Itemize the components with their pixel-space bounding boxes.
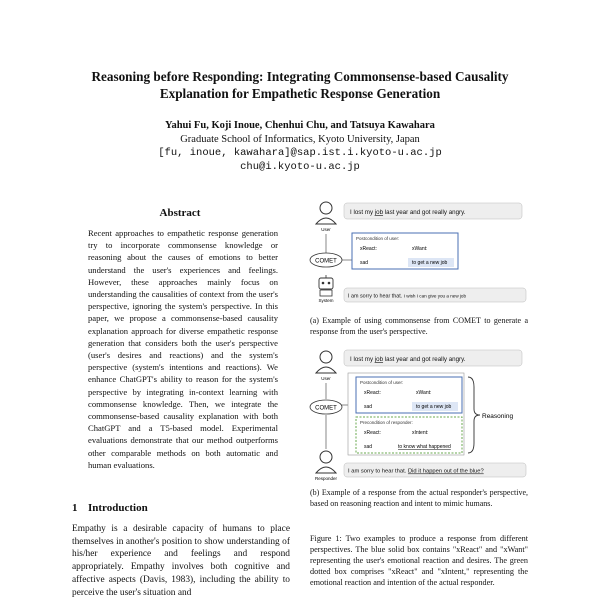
xreact-value: sad xyxy=(360,260,369,266)
user-label: User xyxy=(321,376,331,381)
author-list: Yahui Fu, Koji Inoue, Chenhui Chu, and Tatsuya Kawahara xyxy=(165,120,435,131)
xreact-label: xReact: xyxy=(364,390,381,396)
xwant-label: xWant: xyxy=(416,390,432,396)
xreact-label: xReact: xyxy=(360,246,377,252)
email-line-2: chu@i.kyoto-u.ac.jp xyxy=(240,161,360,173)
section-heading-introduction xyxy=(72,502,148,514)
figure-a-caption: (a) Example of using commonsense from COMET to generate a response from the user's perspective. xyxy=(310,316,528,336)
system-utterance: I am sorry to hear that. I wish I can give you a new job xyxy=(348,293,467,300)
figure-a xyxy=(308,198,533,313)
green-box-title: Precondition of responder: xyxy=(360,420,413,425)
figure-b xyxy=(308,347,533,485)
title-line-2: Explanation for Empathetic Response Generation xyxy=(159,86,441,101)
user-utterance: I lost my job last year and got really angry. xyxy=(350,356,466,363)
xwant-label: xWant: xyxy=(412,246,428,252)
robot-icon xyxy=(319,275,333,296)
system-label: System xyxy=(318,298,334,303)
user-icon xyxy=(316,351,336,373)
box-title: Postcondition of user: xyxy=(360,380,404,385)
reasoning-label: Reasoning xyxy=(482,413,514,420)
section-number: 1 xyxy=(72,502,78,514)
figure-b-caption: (b) Example of a response from the actual responder's perspective, based on reasoning reaction and intent to mimic humans. xyxy=(310,488,528,508)
xreact-label: xReact: xyxy=(364,430,381,436)
introduction-text: Empathy is a desirable capacity of humans to place themselves in another's position to show understanding of his/her experience and feelings and respond appropriately. Empathy involves both cognitive and affective aspects (Davis, 1983), including the ability to perceive the user's situation and xyxy=(72,524,290,598)
xintent-value: to know what happened xyxy=(398,444,451,450)
comet-label: COMET xyxy=(315,405,337,412)
paper-title xyxy=(40,68,560,102)
user-icon xyxy=(316,202,336,224)
xintent-label: xIntent: xyxy=(412,430,429,436)
xwant-value: to get a new job xyxy=(416,404,452,410)
figure-1-caption: Figure 1: Two examples to produce a response from different perspectives. The blue solid box contains "xReact" and "xWant" representing the user's emotional reaction and desires. The green dotted box comprises "xReact" and "xIntent," representing the emotional reaction and intention of the actual responder. xyxy=(310,534,528,587)
reasoning-brace xyxy=(468,377,480,453)
comet-label: COMET xyxy=(315,258,337,265)
abstract-text: Recent approaches to empathetic response generation try to incorporate commonsense knowledge or reasoning about the causes of emotions to better understand the user's experiences and feelings. However, these approaches mainly focus on understanding the causalities of context from the user's perspective, ignoring the system's perspective. In this paper, we propose a commonsense-based causality explanation approach for diverse empathetic response generation that considers both the user's perspective (user's desires and reactions) and the system's perspective (system's intentions and reactions). We enhance ChatGPT's ability to reason for the system's perspective by integrating in-context learning with commonsense knowledge. Then, we integrate the commonsense-based causality explanation with both ChatGPT and a T5-based model. Experimental evaluations demonstrate that our method outperforms other comparable methods on both automatic and human evaluations. xyxy=(88,228,278,470)
responder-icon xyxy=(316,451,336,473)
responder-label: Responder xyxy=(314,476,338,481)
responder-utterance: I am sorry to hear that. Did it happen out of the blue? xyxy=(348,468,484,475)
abstract-heading: Abstract xyxy=(159,207,201,219)
title-line-1: Reasoning before Responding: Integrating Commonsense-based Causality xyxy=(91,69,509,84)
user-utterance: I lost my job last year and got really angry. xyxy=(350,209,466,216)
xwant-value: to get a new job xyxy=(412,260,448,266)
box-title: Postcondition of user: xyxy=(356,236,400,241)
email-line-1: [fu, inoue, kawahara]@sap.ist.i.kyoto-u.ac.jp xyxy=(158,147,442,159)
xreact2-value: sad xyxy=(364,444,373,450)
section-title: Introduction xyxy=(88,502,148,514)
user-label: User xyxy=(321,227,331,232)
affiliation: Graduate School of Informatics, Kyoto University, Japan xyxy=(180,134,420,145)
xreact-value: sad xyxy=(364,404,373,410)
